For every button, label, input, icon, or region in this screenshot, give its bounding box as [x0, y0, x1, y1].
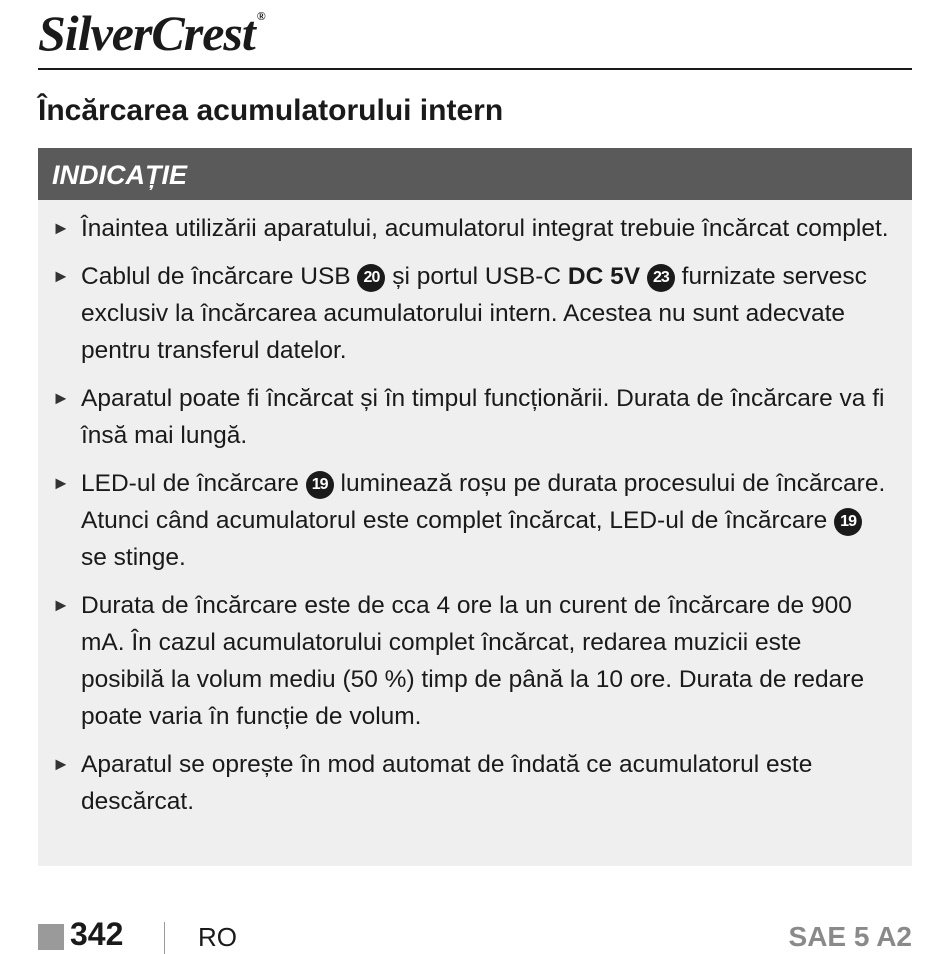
list-item: [52, 465, 890, 576]
item-text: [640, 263, 647, 290]
bullet-arrow-icon: ►: [52, 266, 70, 286]
item-text: furnizate servesc exclusiv la încărcarea acumulatorului intern. Acestea nu sunt adecvate pentru transferul datelor.: [81, 263, 867, 364]
header-divider: [38, 68, 912, 70]
brand-logo: [38, 4, 265, 62]
page-number: 342: [70, 916, 124, 952]
bullet-arrow-icon: ►: [52, 218, 70, 238]
bullet-arrow-icon: ►: [52, 388, 70, 408]
brand-name: SilverCrest: [38, 5, 255, 61]
note-header: INDICAȚIE: [38, 148, 912, 200]
footer-square-marker: [38, 924, 64, 950]
list-item: [52, 746, 890, 820]
item-text: Înaintea utilizării aparatului, acumulatorul integrat trebuie încărcat complet.: [81, 215, 889, 242]
item-text: Cablul de încărcare USB: [81, 263, 358, 290]
list-item: [52, 380, 890, 454]
reference-number-badge: 19: [306, 471, 334, 499]
footer-divider: [164, 922, 165, 954]
reference-number-badge: 20: [357, 264, 385, 292]
list-item: [52, 587, 890, 735]
bullet-arrow-icon: ►: [52, 754, 70, 774]
item-text: Aparatul se oprește în mod automat de îndată ce acumulatorul este descărcat.: [81, 751, 813, 815]
reference-number-badge: 19: [834, 508, 862, 536]
note-box: [38, 148, 912, 866]
item-text: Aparatul poate fi încărcat și în timpul funcționării. Durata de încărcare va fi însă mai lungă.: [81, 385, 885, 449]
item-text: luminează roșu pe durata procesului de încărcare. Atunci când acumulatorul este complet încărcat, LED-ul de încărcare: [81, 470, 886, 534]
list-item: [52, 258, 890, 369]
reference-number-badge: 23: [647, 264, 675, 292]
note-list: [38, 200, 912, 820]
bullet-arrow-icon: ►: [52, 473, 70, 493]
registered-mark: ®: [256, 9, 265, 23]
item-text: LED-ul de încărcare: [81, 470, 306, 497]
model-number: SAE 5 A2: [788, 921, 912, 952]
bullet-arrow-icon: ►: [52, 595, 70, 615]
item-text: Durata de încărcare este de cca 4 ore la un curent de încărcare de 900 mA. În cazul acumulatorului complet încărcat, redarea muzicii este posibilă la volum mediu (50 %) timp de până la 10 ore. Durata de redare poate varia în funcție de volum.: [81, 592, 865, 730]
item-text: și portul USB-C: [385, 263, 568, 290]
section-title: Încărcarea acumulatorului intern: [38, 94, 504, 127]
language-code: RO: [198, 922, 237, 952]
item-bold-text: DC 5V: [567, 263, 641, 290]
item-text: se stinge.: [81, 544, 186, 571]
list-item: [52, 210, 890, 247]
